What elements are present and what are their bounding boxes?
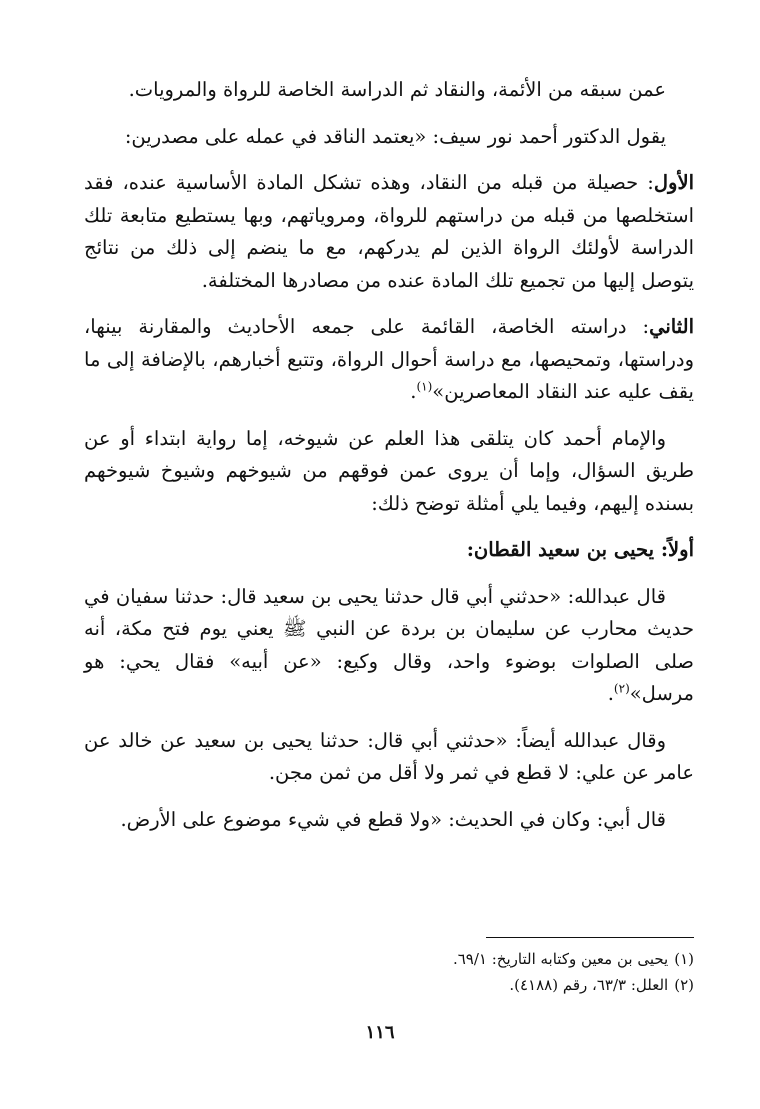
paragraph-6-text: قال عبدالله: «حدثني أبي قال حدثنا يحيى بن سعيد قال: حدثنا سفيان في حديث محارب عن سليمان بن بردة عن النبي ﷺ يعني يوم فتح مكة، أنه صلى الصلوات بوضوء واحد، وقال وكيع: «عن أبيه» فقال يحي: هو مرسل»: [84, 584, 694, 705]
footnote-2-number: (٢): [674, 976, 694, 994]
first-source-text: : حصيلة من قبله من النقاد، وهذه تشكل المادة الأساسية عنده، فقد استخلصها من قبله من دراستهم للرواة، ومروياتهم، وبها يستطيع متابعة تلك الدراسة لأولئك الرواة الذين لم يدركهم، مع ما ينضم إلى ذلك من نتائج يتوصل إليها من تجميع تلك المادة عنده من مصادرها المختلفة.: [84, 171, 694, 292]
paragraph-6-end: .: [607, 682, 614, 705]
footnote-2: [84, 972, 694, 998]
footnotes: [84, 946, 694, 998]
paragraph-8: [84, 804, 694, 837]
paragraph-7: [84, 725, 694, 790]
main-text: [84, 74, 694, 850]
paragraph-2-text: يقول الدكتور أحمد نور سيف: «يعتمد الناقد في عمله على مصدرين:: [124, 124, 666, 148]
footnote-2-text: العلل: ٦٣/٣، رقم (٤١٨٨).: [509, 976, 669, 994]
footnote-ref-2: (٢): [613, 681, 630, 696]
paragraph-1-text: عمن سبقه من الأئمة، والنقاد ثم الدراسة الخاصة للرواة والمرويات.: [128, 78, 666, 101]
paragraph-first-source: [84, 167, 694, 297]
paragraph-5: [84, 423, 694, 521]
paragraph-1: [84, 74, 694, 107]
paragraph-2: [84, 121, 694, 154]
paragraph-5-text: والإمام أحمد كان يتلقى هذا العلم عن شيوخه، إما رواية ابتداء أو عن طريق السؤال، وإما أن يروى عمن فوقهم من شيوخهم وشيوخ شيوخهم بسنده إليهم، وفيما يلي أمثلة توضح ذلك:: [84, 426, 694, 515]
section-heading: أولاً: يحيى بن سعيد القطان:: [466, 538, 694, 561]
footnotes-divider: [486, 937, 694, 938]
paragraph-6: [84, 581, 694, 711]
second-source-end: .: [410, 380, 417, 403]
second-source-label: الثاني: [649, 315, 694, 338]
footnote-1: [84, 946, 694, 972]
page-number: ١١٦: [365, 1022, 395, 1043]
paragraph-7-text: وقال عبدالله أيضاً: «حدثني أبي قال: حدثنا يحيى بن سعيد عن خالد عن عامر عن علي: لا قطع في ثمر ولا أقل من ثمن مجن.: [84, 728, 694, 784]
footnote-1-number: (١): [674, 950, 694, 968]
paragraph-8-text: قال أبي: وكان في الحديث: «ولا قطع في شيء موضوع على الأرض.: [120, 807, 666, 831]
paragraph-second-source: [84, 311, 694, 409]
footnote-ref-1: (١): [416, 379, 433, 394]
footnote-1-text: يحيى بن معين وكتابه التاريخ: ٦٩/١.: [452, 950, 669, 968]
first-source-label: الأول: [653, 171, 694, 194]
second-source-text: : دراسته الخاصة، القائمة على جمعه الأحاديث والمقارنة بينها، ودراستها، وتمحيصها، مع دراسة أحوال الرواة، وتتبع أخبارهم، بالإضافة إلى ما يقف عليه عند النقاد المعاصرين»: [84, 315, 694, 403]
